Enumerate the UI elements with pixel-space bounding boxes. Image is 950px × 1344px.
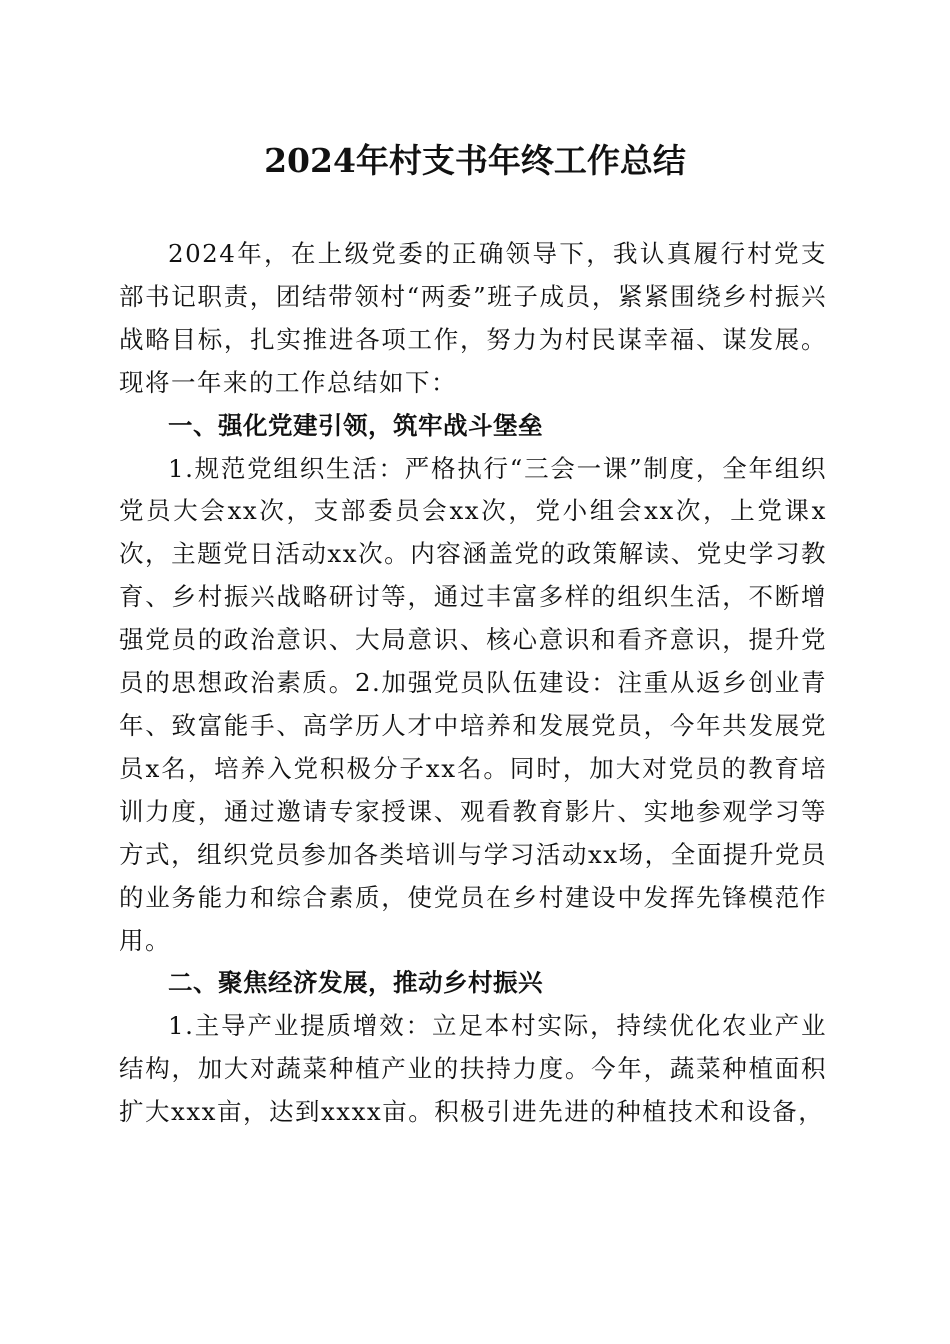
document-body bbox=[119, 233, 827, 1134]
section-2-heading: 二、聚焦经济发展，推动乡村振兴 bbox=[168, 968, 543, 998]
section-2-paragraph: 1.主导产业提质增效：立足本村实际，持续优化农业产业结构，加大对蔬菜种植产业的扶持力度。今年，蔬菜种植面积扩大xxx亩，达到xxxx亩。积极引进先进的种植技术和设备， bbox=[119, 1011, 827, 1127]
section-1-heading: 一、强化党建引领，筑牢战斗堡垒 bbox=[168, 410, 543, 440]
intro-paragraph: 2024年，在上级党委的正确领导下，我认真履行村党支部书记职责，团结带领村“两委”班子成员，紧紧围绕乡村振兴战略目标，扎实推进各项工作，努力为村民谋幸福、谋发展。现将一年来的工作总结如下： bbox=[119, 239, 827, 397]
document-title: 2024年村支书年终工作总结 bbox=[264, 141, 686, 180]
section-1-paragraph: 1.规范党组织生活：严格执行“三会一课”制度，全年组织党员大会xx次，支部委员会xx次，党小组会xx次，上党课x次，主题党日活动xx次。内容涵盖党的政策解读、党史学习教育、乡村振兴战略研讨等，通过丰富多样的组织生活，不断增强党员的政治意识、大局意识、核心意识和看齐意识，提升党员的思想政治素质。2.加强党员队伍建设：注重从返乡创业青年、致富能手、高学历人才中培养和发展党员，今年共发展党员x名，培养入党积极分子xx名。同时，加大对党员的教育培训力度，通过邀请专家授课、观看教育影片、实地参观学习等方式，组织党员参加各类培训与学习活动xx场，全面提升党员的业务能力和综合素质，使党员在乡村建设中发挥先锋模范作用。 bbox=[119, 453, 827, 955]
